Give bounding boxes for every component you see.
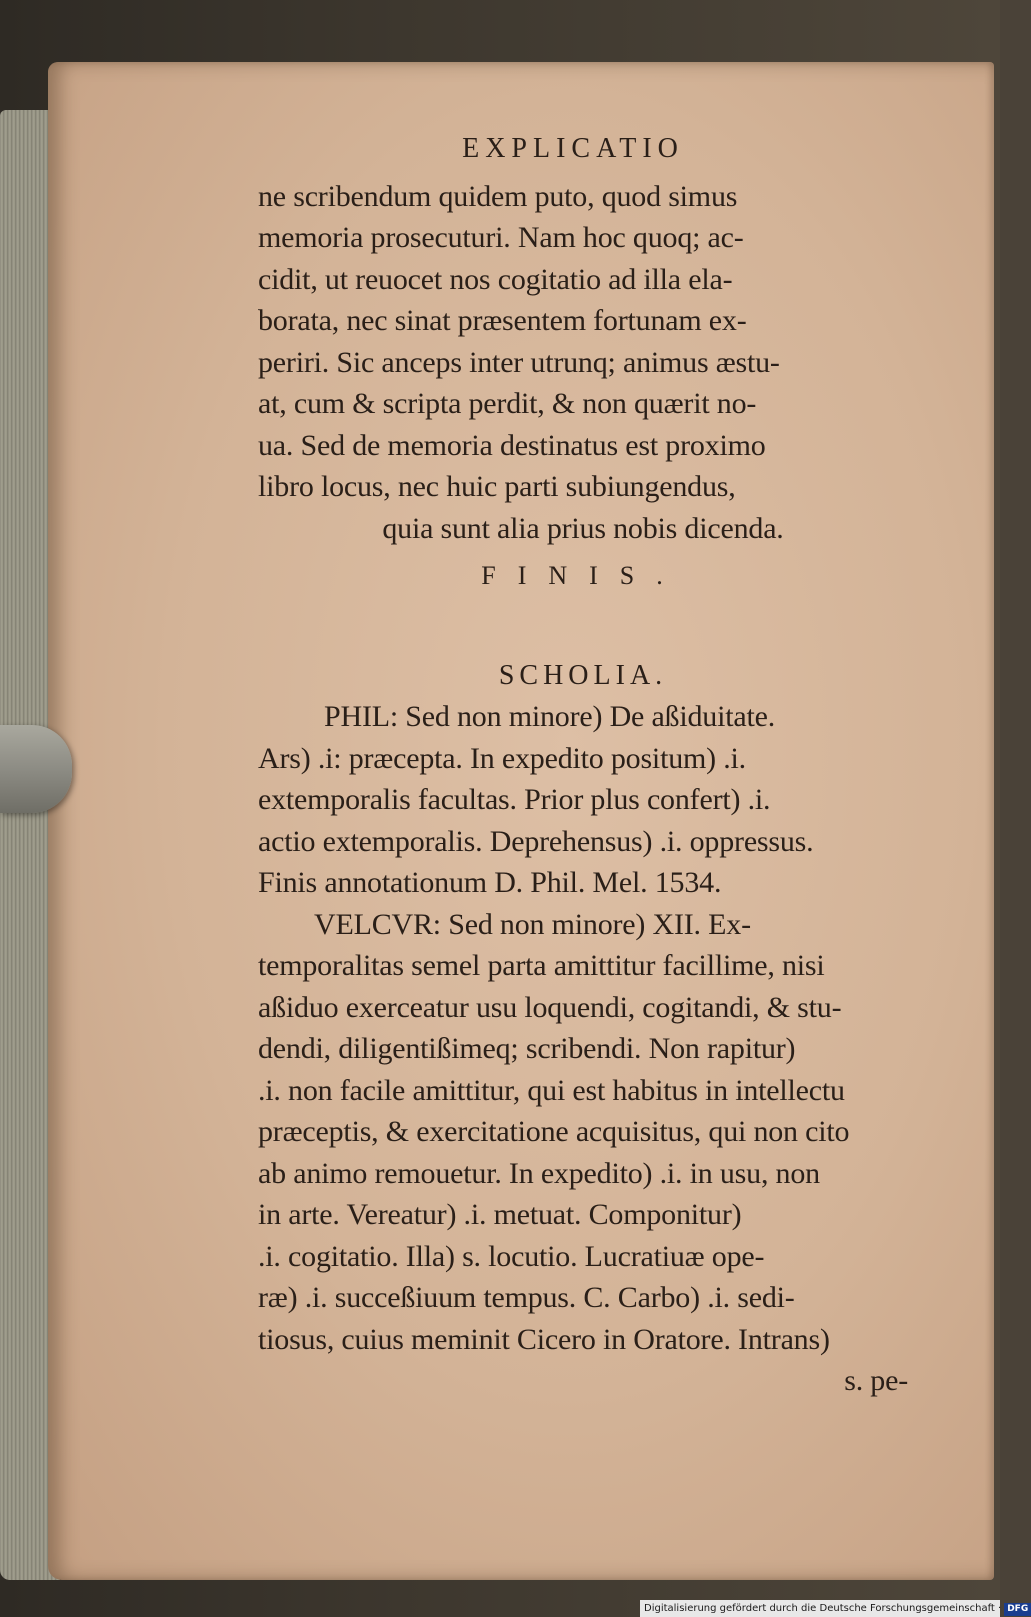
text-line: præceptis, & exercitatione acquisitus, qui non cito: [258, 1115, 850, 1148]
text-line: quia sunt alia prius nobis dicenda.: [382, 511, 784, 545]
text-line: temporalitas semel parta amittitur facillime, nisi: [258, 949, 825, 982]
text-line: PHIL: Sed non minore) De aßiduitate.: [324, 700, 776, 733]
text-line: Ars) .i: præcepta. In expedito positum) .i.: [258, 741, 746, 775]
text-line: ua. Sed de memoria destinatus est proximo: [258, 428, 766, 462]
text-line: extemporalis facultas. Prior plus confert) .i.: [258, 783, 771, 816]
book-clasp: [0, 725, 72, 813]
catchword: s. pe-: [844, 1364, 908, 1397]
running-header: EXPLICATIO: [462, 133, 684, 164]
text-line: VELCVR: Sed non minore) XII. Ex-: [314, 907, 751, 941]
footer-text: Digitalisierung gefördert durch die Deutsche Forschungsgemeinschaft ·: [644, 1603, 1002, 1614]
text-line: ne scribendum quidem puto, quod simus: [258, 179, 738, 213]
text-line: .i. cogitatio. Illa) s. locutio. Lucratiuæ ope-: [258, 1239, 765, 1273]
finis-heading: FINIS.: [481, 561, 685, 590]
text-line: in arte. Vereatur) .i. metuat. Componitur): [258, 1198, 742, 1231]
text-line: cidit, ut reuocet nos cogitatio ad illa ela-: [258, 262, 733, 296]
dfg-logo: DFG: [1004, 1603, 1031, 1616]
scholia-notes: [258, 696, 908, 1402]
digitization-footer: [640, 1600, 1029, 1617]
text-line: periri. Sic anceps inter utrunq; animus æstu-: [258, 345, 780, 379]
text-line: actio extemporalis. Deprehensus) .i. oppressus.: [258, 824, 814, 858]
text-line: ræ) .i. succeßiuum tempus. C. Carbo) .i. sedi-: [258, 1281, 795, 1314]
text-line: libro locus, nec huic parti subiungendus,: [258, 470, 736, 503]
text-line: aßiduo exerceatur usu loquendi, cogitandi, & stu-: [258, 990, 842, 1024]
text-line: borata, nec sinat præsentem fortunam ex-: [258, 304, 747, 337]
body-paragraph: [258, 176, 908, 550]
text-line: at, cum & scripta perdit, & non quærit no-: [258, 387, 757, 420]
text-line: memoria prosecuturi. Nam hoc quoq; ac-: [258, 221, 744, 254]
text-line: dendi, diligentißimeq; scribendi. Non rapitur): [258, 1032, 796, 1065]
text-line: Finis annotationum D. Phil. Mel. 1534.: [258, 866, 722, 899]
page-text: [258, 128, 908, 1402]
text-line: .i. non facile amittitur, qui est habitus in intellectu: [258, 1073, 845, 1107]
scholia-heading: SCHOLIA.: [498, 659, 668, 691]
text-line: ab animo remouetur. In expedito) .i. in usu, non: [258, 1156, 820, 1190]
text-line: tiosus, cuius meminit Cicero in Oratore. Intrans): [258, 1322, 830, 1356]
